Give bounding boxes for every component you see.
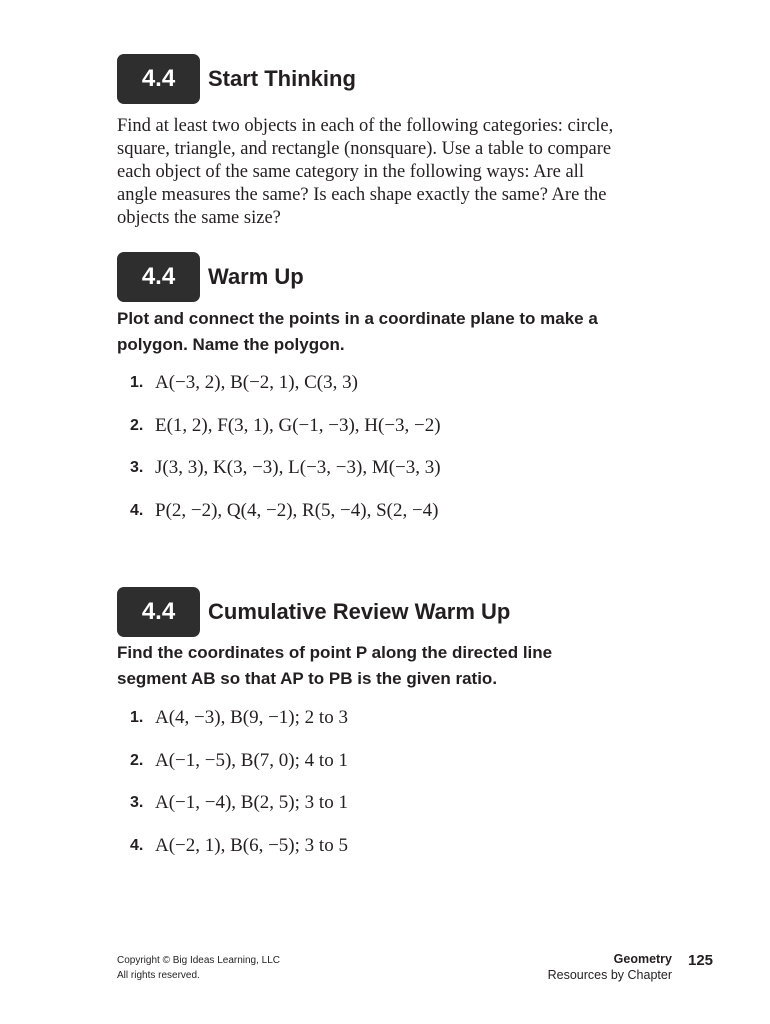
item-expression: A(−1, −5), B(7, 0); 4 to 1 bbox=[155, 750, 348, 771]
warm-up-instruction: Plot and connect the points in a coordinate plane to make a polygon. Name the polygon. bbox=[117, 309, 598, 354]
item-number: 2. bbox=[130, 752, 144, 769]
item-number: 3. bbox=[130, 794, 144, 811]
item-expression: J(3, 3), K(3, −3), L(−3, −3), M(−3, 3) bbox=[155, 457, 441, 478]
warm-up-item bbox=[130, 368, 358, 398]
cumulative-review-item bbox=[130, 703, 348, 733]
copyright-block bbox=[117, 953, 280, 983]
section-badge: 4.4 bbox=[117, 587, 200, 637]
page-number: 125 bbox=[688, 952, 714, 969]
cumulative-review-item bbox=[130, 831, 348, 861]
warm-up-header bbox=[117, 252, 304, 302]
book-info bbox=[548, 951, 672, 983]
cumulative-review-header bbox=[117, 587, 510, 637]
item-expression: A(−3, 2), B(−2, 1), C(3, 3) bbox=[155, 372, 358, 393]
item-expression: E(1, 2), F(3, 1), G(−1, −3), H(−3, −2) bbox=[155, 415, 441, 436]
warm-up-item bbox=[130, 411, 441, 441]
item-number: 3. bbox=[130, 459, 144, 476]
cumulative-review-item bbox=[130, 788, 348, 818]
item-expression: A(−2, 1), B(6, −5); 3 to 5 bbox=[155, 835, 348, 856]
section-badge: 4.4 bbox=[117, 252, 200, 302]
warm-up-item bbox=[130, 453, 441, 483]
item-number: 4. bbox=[130, 502, 144, 519]
item-expression: A(4, −3), B(9, −1); 2 to 3 bbox=[155, 707, 348, 728]
rights-text: All rights reserved. bbox=[117, 970, 200, 981]
warm-up-item bbox=[130, 496, 439, 526]
item-number: 1. bbox=[130, 709, 144, 726]
cumulative-review-instruction: Find the coordinates of point P along the directed line segment AB so that AP to PB is the given ratio. bbox=[117, 643, 553, 688]
section-title: Start Thinking bbox=[208, 66, 356, 91]
cumulative-review-item bbox=[130, 746, 348, 776]
resource-title: Resources by Chapter bbox=[547, 968, 672, 982]
start-thinking-header bbox=[117, 54, 356, 104]
item-expression: P(2, −2), Q(4, −2), R(5, −4), S(2, −4) bbox=[155, 500, 439, 521]
start-thinking-text: Find at least two objects in each of the following categories: circle, square, triangle, and rectangle (nonsquare). Use a table to compare each object of the same category in the following ways: Are all angle measures the same? Is each shape exactly the same? Are the objects the same size? bbox=[117, 116, 614, 228]
section-title: Cumulative Review Warm Up bbox=[208, 599, 511, 624]
book-title: Geometry bbox=[613, 952, 672, 966]
section-badge: 4.4 bbox=[117, 54, 200, 104]
item-number: 2. bbox=[130, 417, 144, 434]
item-expression: A(−1, −4), B(2, 5); 3 to 1 bbox=[155, 792, 348, 813]
copyright-text: Copyright © Big Ideas Learning, LLC bbox=[117, 955, 281, 966]
item-number: 1. bbox=[130, 374, 144, 391]
item-number: 4. bbox=[130, 837, 144, 854]
section-title: Warm Up bbox=[208, 264, 304, 289]
